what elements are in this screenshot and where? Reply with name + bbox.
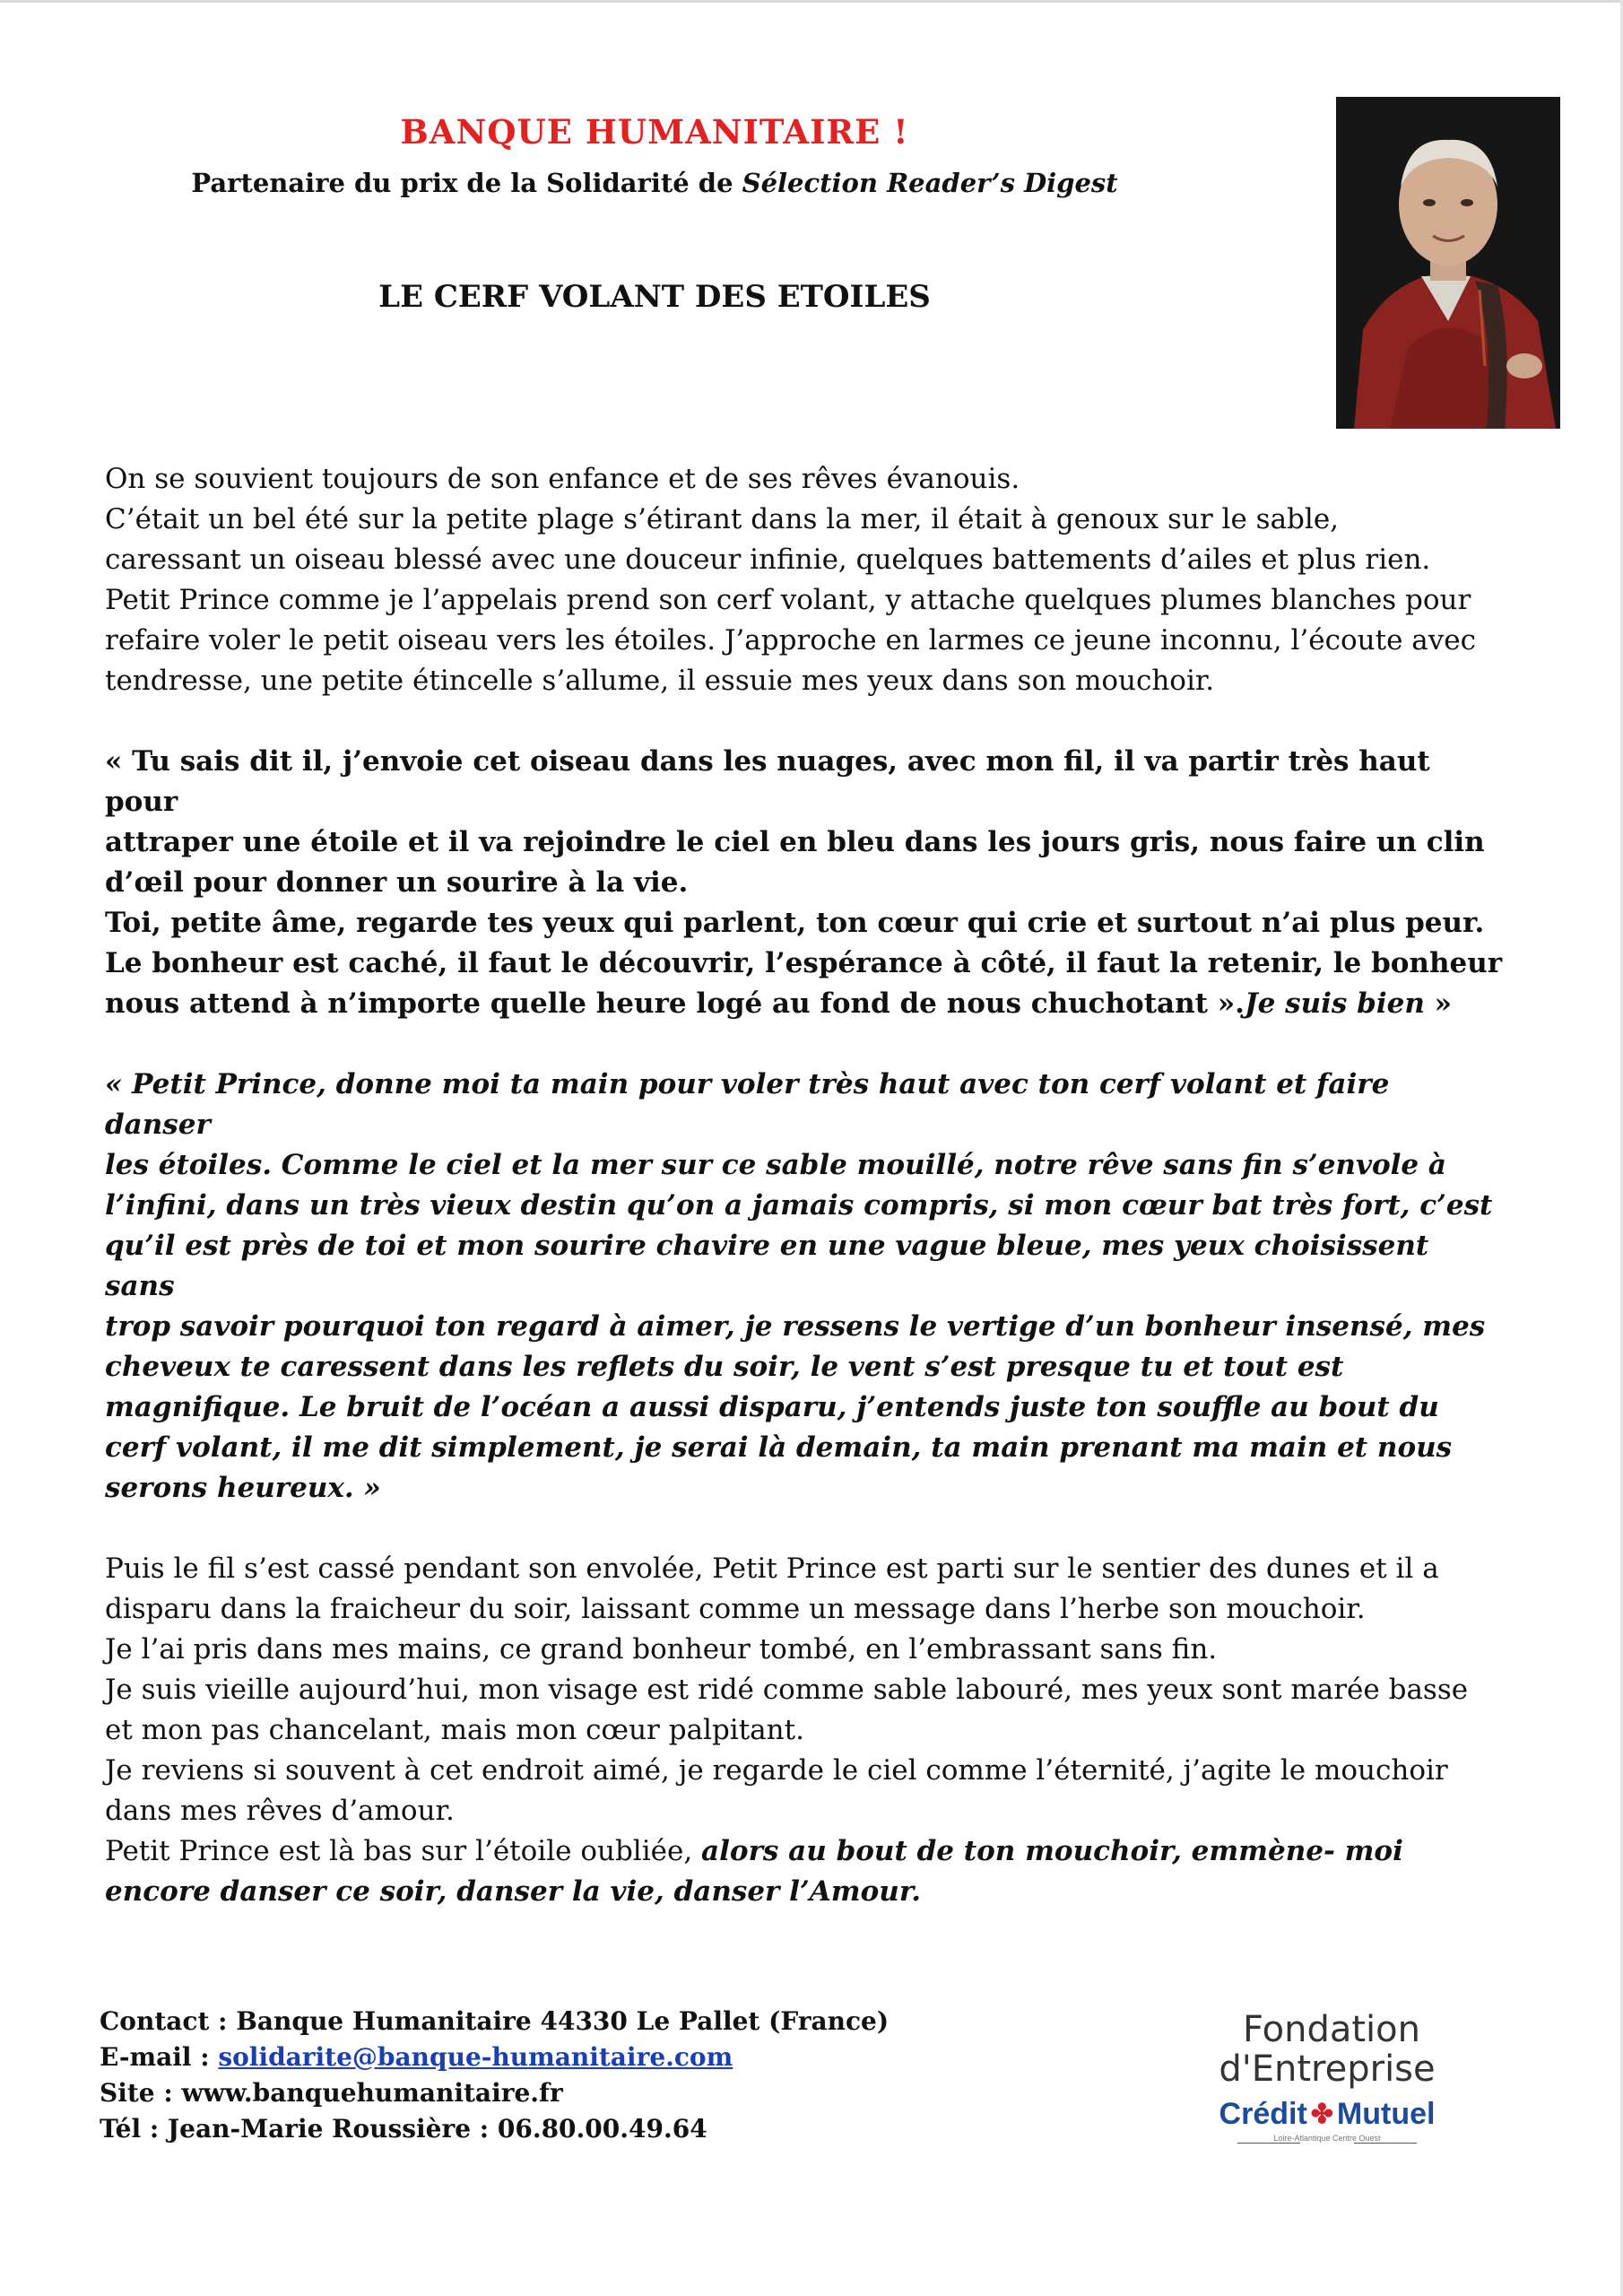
text-line: « Tu sais dit il, j’envoie cet oiseau dans les nuages, avec mon fil, il va partir très haut pour	[105, 745, 1430, 818]
paragraph-ending	[105, 1549, 1504, 1912]
paragraph-quote-boy	[105, 742, 1504, 1024]
publication-name: Sélection Reader’s Digest	[742, 168, 1118, 198]
text-line: Puis le fil s’est cassé pendant son envolée, Petit Prince est parti sur le sentier des dunes et il a	[105, 1552, 1439, 1585]
text-line: serons heureux. »	[105, 1472, 381, 1504]
text-line: magnifique. Le bruit de l’océan a aussi disparu, j’entends juste ton souffle au bout du	[105, 1391, 1439, 1423]
text-line: Je suis vieille aujourd’hui, mon visage est ridé comme sable labouré, mes yeux sont marée basse	[105, 1674, 1469, 1706]
contact-site: Site : www.banquehumanitaire.fr	[100, 2078, 563, 2108]
credit-mutuel-cross-icon: ✤	[1310, 2100, 1333, 2129]
text-line: refaire voler le petit oiseau vers les étoiles. J’approche en larmes ce jeune inconnu, l’écoute avec	[105, 624, 1476, 657]
text-line: d’œil pour donner un sourire à la vie.	[105, 866, 689, 899]
text-line: Toi, petite âme, regarde tes yeux qui parlent, ton cœur qui crie et surtout n’ai plus peur.	[105, 907, 1485, 939]
email-link[interactable]: solidarite@banque-humanitaire.com	[218, 2042, 733, 2072]
logo-divider	[1206, 2142, 1448, 2144]
text-line: cheveux te caressent dans les reflets du soir, le vent s’est presque tu et tout est	[105, 1351, 1344, 1383]
text-line-italic: Je suis bien	[1244, 987, 1425, 1020]
text-line: »	[1424, 987, 1453, 1020]
text-line: On se souvient toujours de son enfance et de ses rêves évanouis.	[105, 463, 1020, 495]
text-line: dans mes rêves d’amour.	[105, 1795, 455, 1827]
text-line: nous attend à n’importe quelle heure logé au fond de nous chuchotant ».	[105, 987, 1245, 1020]
story-body	[105, 459, 1504, 1912]
logo-subtitle: Loire-Atlantique Centre Ouest	[1273, 2134, 1381, 2143]
text-line: disparu dans la fraicheur du soir, laissant comme un message dans l’herbe son mouchoir.	[105, 1593, 1366, 1625]
paragraph-intro	[105, 459, 1504, 701]
sponsor-logo	[1206, 2009, 1448, 2170]
text-line: l’infini, dans un très vieux destin qu’on a jamais compris, si mon cœur bat très fort, c’est	[105, 1189, 1493, 1222]
contact-phone: Tél : Jean-Marie Roussière : 06.80.00.49.64	[100, 2114, 707, 2144]
scan-edge	[0, 0, 1623, 3]
logo-brand	[1206, 2097, 1448, 2132]
text-line: attraper une étoile et il va rejoindre le ciel en bleu dans les jours gris, nous faire un clin	[105, 826, 1485, 858]
text-line: « Petit Prince, donne moi ta main pour voler très haut avec ton cerf volant et faire danser	[105, 1068, 1390, 1141]
logo-brand-mutuel: Mutuel	[1336, 2097, 1436, 2131]
logo-line-entreprise: d'Entreprise	[1219, 2048, 1436, 2090]
text-line-bold-italic: alors au bout de ton mouchoir, emmène- moi	[701, 1835, 1403, 1867]
text-line: Je reviens si souvent à cet endroit aimé, je regarde le ciel comme l’éternité, j’agite le mouchoir	[105, 1754, 1448, 1787]
email-label: E-mail :	[100, 2042, 219, 2072]
contact-email-row	[100, 2039, 889, 2075]
text-line: caressant un oiseau blessé avec une douceur infinie, quelques battements d’ailes et plus rien.	[105, 544, 1431, 576]
text-line: tendresse, une petite étincelle s’allume, il essuie mes yeux dans son mouchoir.	[105, 665, 1215, 697]
text-line: qu’il est près de toi et mon sourire chavire en une vague bleue, mes yeux choisissent sans	[105, 1230, 1429, 1302]
document-header	[108, 112, 1202, 315]
paragraph-quote-narrator	[105, 1065, 1504, 1509]
logo-brand-credit: Crédit	[1219, 2097, 1307, 2131]
logo-line-fondation: Fondation	[1243, 2009, 1420, 2050]
subtitle-prefix: Partenaire du prix de la Solidarité de	[191, 168, 742, 198]
subtitle	[108, 168, 1202, 198]
text-line: Petit Prince comme je l’appelais prend son cerf volant, y attache quelques plumes blanches pour	[105, 584, 1471, 616]
text-line: Le bonheur est caché, il faut le découvrir, l’espérance à côté, il faut la retenir, le bonheur	[105, 947, 1503, 979]
text-line: Petit Prince est là bas sur l’étoile oubliée,	[105, 1835, 702, 1867]
portrait-illustration	[1336, 97, 1560, 429]
text-line: C’était un bel été sur la petite plage s’étirant dans la mer, il était à genoux sur le sable,	[105, 503, 1340, 535]
text-line: les étoiles. Comme le ciel et la mer sur ce sable mouillé, notre rêve sans fin s’envole à	[105, 1149, 1447, 1181]
story-title: LE CERF VOLANT DES ETOILES	[378, 279, 931, 315]
text-line: Je l’ai pris dans mes mains, ce grand bonheur tombé, en l’embrassant sans fin.	[105, 1633, 1218, 1665]
text-line-bold-italic: encore danser ce soir, danser la vie, danser l’Amour.	[105, 1875, 922, 1908]
contact-address: Contact : Banque Humanitaire 44330 Le Pallet (France)	[100, 2006, 890, 2036]
text-line: cerf volant, il me dit simplement, je serai là demain, ta main prenant ma main et nous	[105, 1431, 1453, 1464]
text-line: et mon pas chancelant, mais mon cœur palpitant.	[105, 1714, 804, 1746]
org-title: BANQUE HUMANITAIRE !	[400, 112, 909, 152]
text-line: trop savoir pourquoi ton regard à aimer, je ressens le vertige d’un bonheur insensé, mes	[105, 1310, 1486, 1343]
contact-footer	[100, 2004, 889, 2147]
author-photo	[1336, 97, 1560, 429]
